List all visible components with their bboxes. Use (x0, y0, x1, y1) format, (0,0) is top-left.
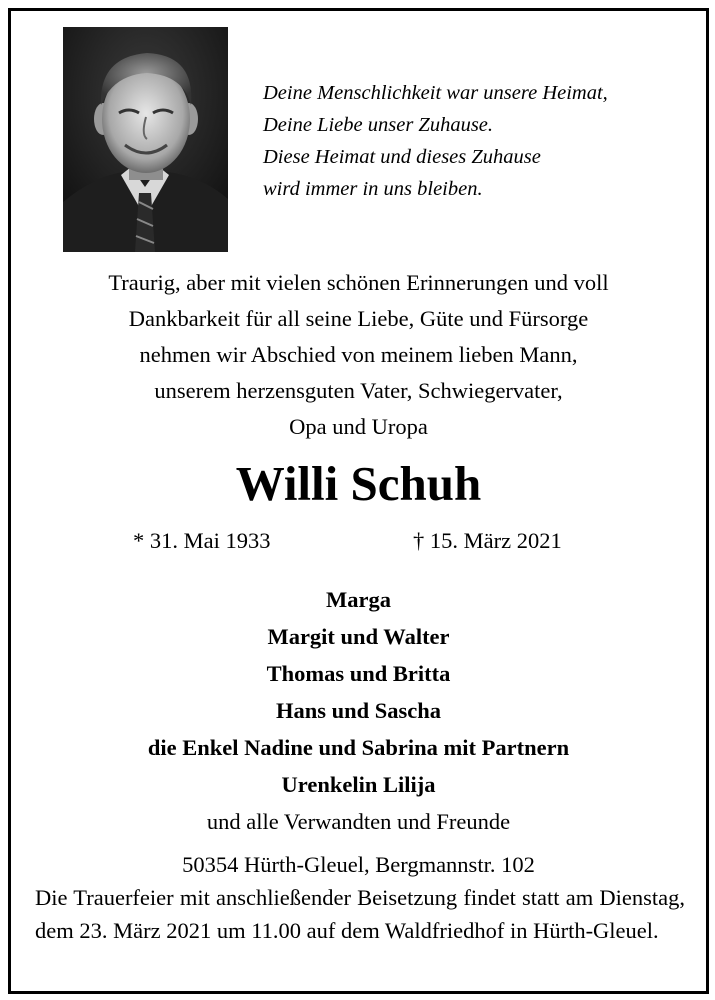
quote-line: Deine Menschlichkeit war unsere Heimat, (263, 82, 608, 104)
death-date: † 15. März 2021 (413, 528, 562, 553)
family-line: die Enkel Nadine und Sabrina mit Partnern (147, 735, 570, 760)
family-line: Thomas und Britta (266, 661, 451, 686)
family-line: Hans und Sascha (275, 698, 442, 723)
family-closing: und alle Verwandten und Freunde (206, 809, 511, 834)
intro-line: Traurig, aber mit vielen schönen Erinnerungen und voll (108, 270, 609, 295)
intro-line: unserem herzensguten Vater, Schwiegervater, (154, 378, 563, 403)
family-line: Margit und Walter (267, 624, 450, 649)
intro-line: nehmen wir Abschied von meinem lieben Mann, (139, 342, 578, 367)
family-line: Marga (326, 587, 391, 612)
family-list (11, 581, 706, 840)
portrait-illustration (63, 27, 228, 252)
intro-line: Opa und Uropa (289, 414, 428, 439)
family-address: 50354 Hürth-Gleuel, Bergmannstr. 102 (182, 852, 535, 877)
intro-text (11, 265, 706, 445)
quote-line: Deine Liebe unser Zuhause. (263, 114, 494, 136)
deceased-name: Willi Schuh (235, 456, 482, 511)
birth-date: * 31. Mai 1933 (133, 528, 271, 553)
family-line: Urenkelin Lilija (281, 772, 436, 797)
quote-line: wird immer in uns bleiben. (263, 178, 483, 200)
intro-line: Dankbarkeit für all seine Liebe, Güte und Fürsorge (128, 306, 589, 331)
quote-line: Diese Heimat und dieses Zuhause (263, 146, 541, 168)
portrait-photo (63, 27, 228, 252)
obituary-frame (8, 8, 709, 994)
memorial-quote (263, 77, 693, 205)
funeral-notice: Die Trauerfeier mit anschließender Beisetzung findet statt am Dienstag, dem 23. März 2021 um 11.00 auf dem Waldfriedhof in Hürth-Gleuel. (35, 885, 685, 943)
